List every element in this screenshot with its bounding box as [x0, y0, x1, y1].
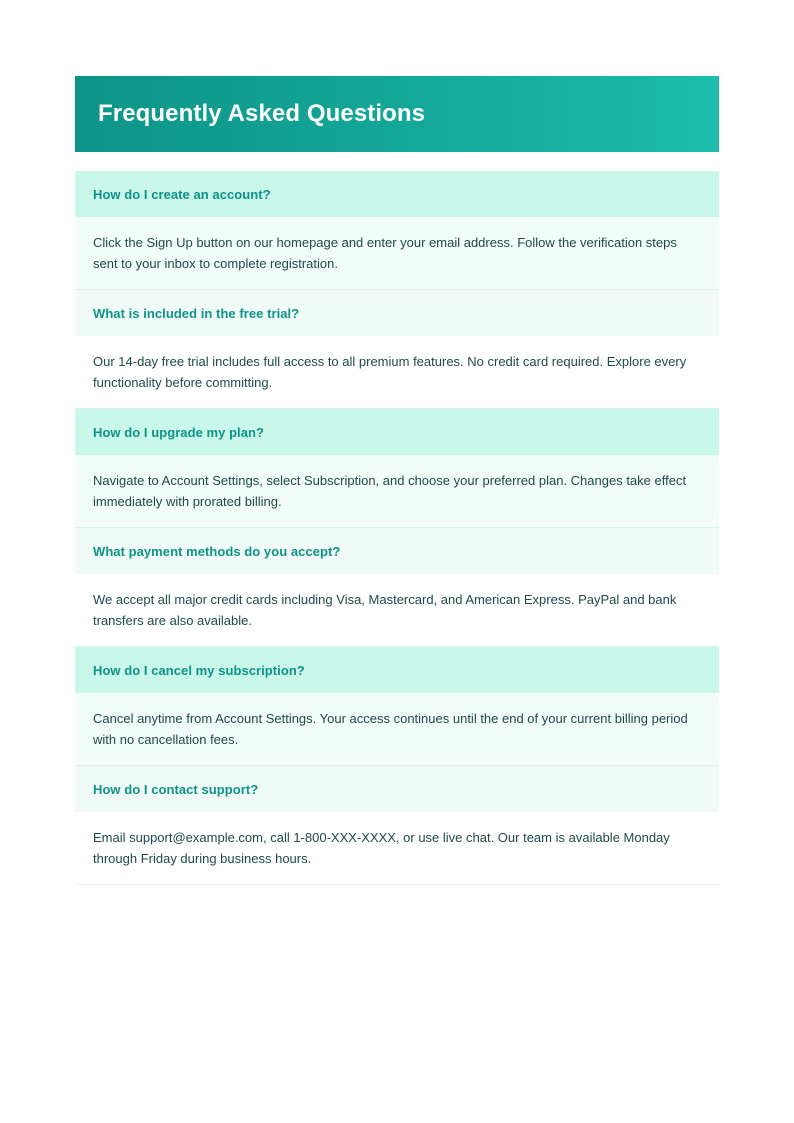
faq-list	[75, 152, 719, 885]
faq-question[interactable]: How do I cancel my subscription?	[75, 647, 719, 693]
faq-item[interactable]	[75, 290, 719, 409]
faq-answer: Navigate to Account Settings, select Subscription, and choose your preferred plan. Changes take effect immediately with prorated billing.	[75, 455, 719, 527]
faq-item[interactable]	[75, 409, 719, 528]
faq-answer: Email support@example.com, call 1-800-XXX-XXXX, or use live chat. Our team is available Monday through Friday during business hours.	[75, 812, 719, 884]
faq-question[interactable]: How do I upgrade my plan?	[75, 409, 719, 455]
faq-item[interactable]	[75, 171, 719, 290]
faq-header-banner	[75, 76, 719, 152]
faq-item[interactable]	[75, 647, 719, 766]
faq-answer: We accept all major credit cards including Visa, Mastercard, and American Express. PayPal and bank transfers are also available.	[75, 574, 719, 646]
faq-answer: Cancel anytime from Account Settings. Your access continues until the end of your current billing period with no cancellation fees.	[75, 693, 719, 765]
faq-question[interactable]: What is included in the free trial?	[75, 290, 719, 336]
faq-question[interactable]: What payment methods do you accept?	[75, 528, 719, 574]
faq-container	[75, 76, 719, 885]
faq-question[interactable]: How do I contact support?	[75, 766, 719, 812]
faq-item[interactable]	[75, 766, 719, 885]
faq-question[interactable]: How do I create an account?	[75, 171, 719, 217]
page-title: Frequently Asked Questions	[98, 99, 426, 127]
faq-answer: Click the Sign Up button on our homepage and enter your email address. Follow the verification steps sent to your inbox to complete registration.	[75, 217, 719, 289]
faq-item[interactable]	[75, 528, 719, 647]
faq-answer: Our 14-day free trial includes full access to all premium features. No credit card required. Explore every functionality before committing.	[75, 336, 719, 408]
